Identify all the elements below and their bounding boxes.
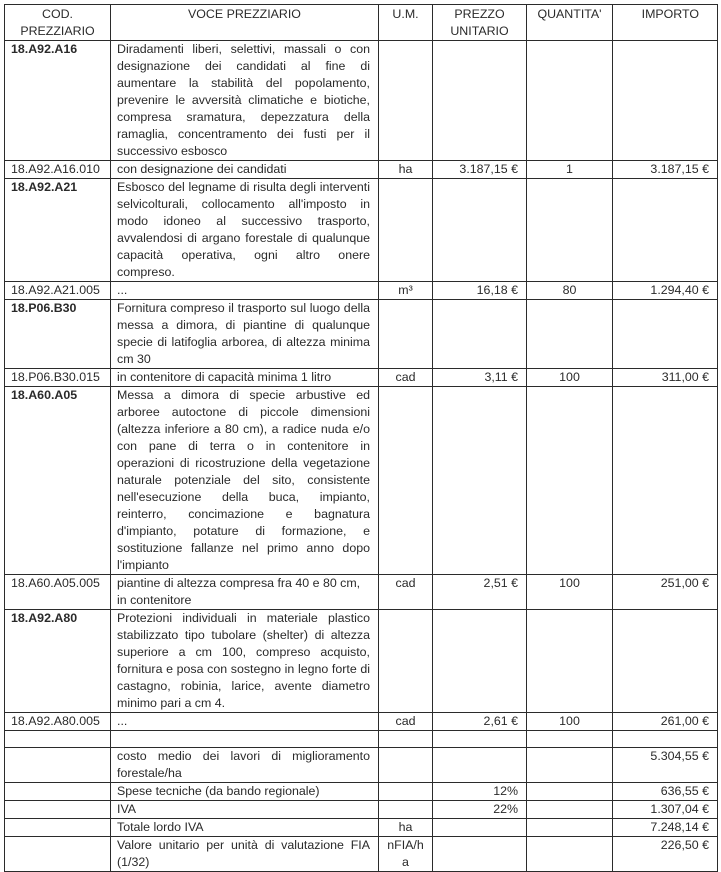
unit-cell — [379, 300, 433, 369]
quantity-cell — [527, 387, 613, 575]
amount-cell: 1.294,40 € — [613, 282, 718, 300]
header-um: U.M. — [379, 5, 433, 41]
amount-cell — [613, 179, 718, 282]
unit-price-cell: 12% — [433, 783, 527, 801]
amount-cell: 311,00 € — [613, 369, 718, 387]
header-code-line2: PREZZIARIO — [20, 24, 95, 38]
unit-price-cell — [433, 610, 527, 713]
quantity-cell — [527, 731, 613, 748]
unit-cell — [379, 837, 433, 872]
header-price-line1: PREZZO — [454, 7, 505, 21]
unit-price-cell — [433, 387, 527, 575]
quantity-cell: 100 — [527, 575, 613, 610]
table-row — [5, 713, 718, 731]
table-row — [5, 369, 718, 387]
table-header-row — [5, 5, 718, 41]
amount-cell: 251,00 € — [613, 575, 718, 610]
quantity-cell — [527, 837, 613, 872]
amount-cell — [613, 387, 718, 575]
amount-cell: 636,55 € — [613, 783, 718, 801]
table-row-item-header — [5, 41, 718, 161]
unit-price-cell — [433, 179, 527, 282]
description-cell: Messa a dimora di specie arbustive ed arboree autoctone di piccole dimensioni (altezza inferiore a 80 cm), a radice nuda e/o con pane di terra o in contenitore in operazioni di ricostruzione della vegetazione naturale potenziale del sito, consistente nell'esecuzione della buca, impianto, reinterro, concimazione e bagnatura d'impianto, potature di formazione, e sostituzione fallanze nel primo anno dopo l'impianto — [111, 387, 379, 575]
unit-cell — [379, 41, 433, 161]
description-cell: ... — [111, 282, 379, 300]
description-cell: con designazione dei candidati — [111, 161, 379, 179]
unit-cell — [379, 783, 433, 801]
header-price-line2: UNITARIO — [450, 24, 509, 38]
unit-cell — [379, 731, 433, 748]
unit-cell — [379, 801, 433, 819]
amount-cell: 7.248,14 € — [613, 819, 718, 837]
description-cell: piantine di altezza compresa fra 40 e 80 cm, in contenitore — [111, 575, 379, 610]
quantity-cell: 1 — [527, 161, 613, 179]
header-voice: VOCE PREZZIARIO — [111, 5, 379, 41]
code-cell: 18.A92.A80.005 — [5, 713, 111, 731]
unit-cell — [379, 748, 433, 783]
table-row-item-header — [5, 300, 718, 369]
description-cell: in contenitore di capacità minima 1 litro — [111, 369, 379, 387]
code-cell — [5, 801, 111, 819]
quantity-cell — [527, 783, 613, 801]
table-row — [5, 161, 718, 179]
unit-cell — [379, 179, 433, 282]
unit-price-cell: 3,11 € — [433, 369, 527, 387]
amount-cell — [613, 610, 718, 713]
unit-cell: cad — [379, 369, 433, 387]
unit-cell — [379, 610, 433, 713]
table-row-item-header — [5, 387, 718, 575]
unit-cell: m³ — [379, 282, 433, 300]
description-cell: Esbosco del legname di risulta degli interventi selvicolturali, collocamento all'imposto in modo idoneo al successivo trasporto, avvalendosi di argano forestale di qualunque capacità operativa, ogni altro onere compreso. — [111, 179, 379, 282]
table-row-item-header — [5, 179, 718, 282]
summary-label: Spese tecniche (da bando regionale) — [111, 783, 379, 801]
code-cell — [5, 748, 111, 783]
summary-row — [5, 837, 718, 872]
description-cell: ... — [111, 713, 379, 731]
amount-cell: 226,50 € — [613, 837, 718, 872]
summary-row — [5, 783, 718, 801]
summary-label: Valore unitario per unità di valutazione FIA (1/32) — [111, 837, 379, 872]
description-cell: Protezioni individuali in materiale plastico stabilizzato tipo tubolare (shelter) di altezza superiore a cm 100, compreso acquisto, fornitura e posa con sostegno in legno forte di castagno, robinia, larice, avente diametro minimo pari a cm 4. — [111, 610, 379, 713]
unit-cell: ha — [379, 161, 433, 179]
table-row-item-header — [5, 610, 718, 713]
summary-row — [5, 748, 718, 783]
unit-price-cell — [433, 748, 527, 783]
code-cell — [5, 783, 111, 801]
amount-cell: 5.304,55 € — [613, 748, 718, 783]
description-cell — [111, 731, 379, 748]
code-cell: 18.P06.B30.015 — [5, 369, 111, 387]
header-qty: QUANTITA' — [527, 5, 613, 41]
unit-price-cell — [433, 819, 527, 837]
unit-cell: cad — [379, 575, 433, 610]
unit-price-cell: 22% — [433, 801, 527, 819]
table-body — [5, 41, 718, 872]
amount-cell: 3.187,15 € — [613, 161, 718, 179]
summary-row — [5, 819, 718, 837]
summary-label: Totale lordo IVA — [111, 819, 379, 837]
code-cell: 18.A60.A05 — [5, 387, 111, 575]
amount-cell: 1.307,04 € — [613, 801, 718, 819]
header-code-line1: COD. — [42, 7, 73, 21]
code-cell: 18.A92.A21 — [5, 179, 111, 282]
unit-cell: ha — [379, 819, 433, 837]
unit-cell — [379, 387, 433, 575]
code-cell: 18.A92.A16 — [5, 41, 111, 161]
unit-price-cell: 16,18 € — [433, 282, 527, 300]
code-cell: 18.A92.A16.010 — [5, 161, 111, 179]
code-cell — [5, 731, 111, 748]
code-cell — [5, 837, 111, 872]
quantity-cell: 80 — [527, 282, 613, 300]
summary-label: IVA — [111, 801, 379, 819]
quantity-cell: 100 — [527, 713, 613, 731]
header-price — [433, 5, 527, 41]
table-row — [5, 282, 718, 300]
amount-cell — [613, 41, 718, 161]
quantity-cell — [527, 179, 613, 282]
header-code — [5, 5, 111, 41]
unit-price-cell — [433, 837, 527, 872]
code-cell: 18.A92.A21.005 — [5, 282, 111, 300]
unit-price-cell — [433, 731, 527, 748]
unit-price-cell: 3.187,15 € — [433, 161, 527, 179]
amount-cell — [613, 731, 718, 748]
description-cell: Fornitura compreso il trasporto sul luogo della messa a dimora, di piantine di qualunque specie di latifoglia arborea, di altezza minima cm 30 — [111, 300, 379, 369]
price-list-table — [4, 4, 718, 872]
unit-price-cell: 2,61 € — [433, 713, 527, 731]
amount-cell: 261,00 € — [613, 713, 718, 731]
quantity-cell — [527, 610, 613, 713]
table-row — [5, 575, 718, 610]
quantity-cell — [527, 801, 613, 819]
quantity-cell — [527, 41, 613, 161]
unit-price-cell — [433, 300, 527, 369]
code-cell: 18.P06.B30 — [5, 300, 111, 369]
quantity-cell — [527, 300, 613, 369]
quantity-cell: 100 — [527, 369, 613, 387]
table-row — [5, 731, 718, 748]
header-amount: IMPORTO — [613, 5, 718, 41]
code-cell — [5, 819, 111, 837]
code-cell: 18.A92.A80 — [5, 610, 111, 713]
summary-row — [5, 801, 718, 819]
code-cell: 18.A60.A05.005 — [5, 575, 111, 610]
unit-price-cell: 2,51 € — [433, 575, 527, 610]
unit-line1: nFIA/h — [387, 838, 424, 852]
quantity-cell — [527, 819, 613, 837]
unit-price-cell — [433, 41, 527, 161]
unit-cell: cad — [379, 713, 433, 731]
summary-label: costo medio dei lavori di miglioramento forestale/ha — [111, 748, 379, 783]
amount-cell — [613, 300, 718, 369]
quantity-cell — [527, 748, 613, 783]
description-cell: Diradamenti liberi, selettivi, massali o con designazione dei candidati al fine di aumentare la stabilità del popolamento, prevenire le avversità climatiche e biotiche, compresa sramatura, depezzatura della ramaglia, concentramento dei fusti per il successivo esbosco — [111, 41, 379, 161]
unit-line2: a — [402, 855, 409, 869]
